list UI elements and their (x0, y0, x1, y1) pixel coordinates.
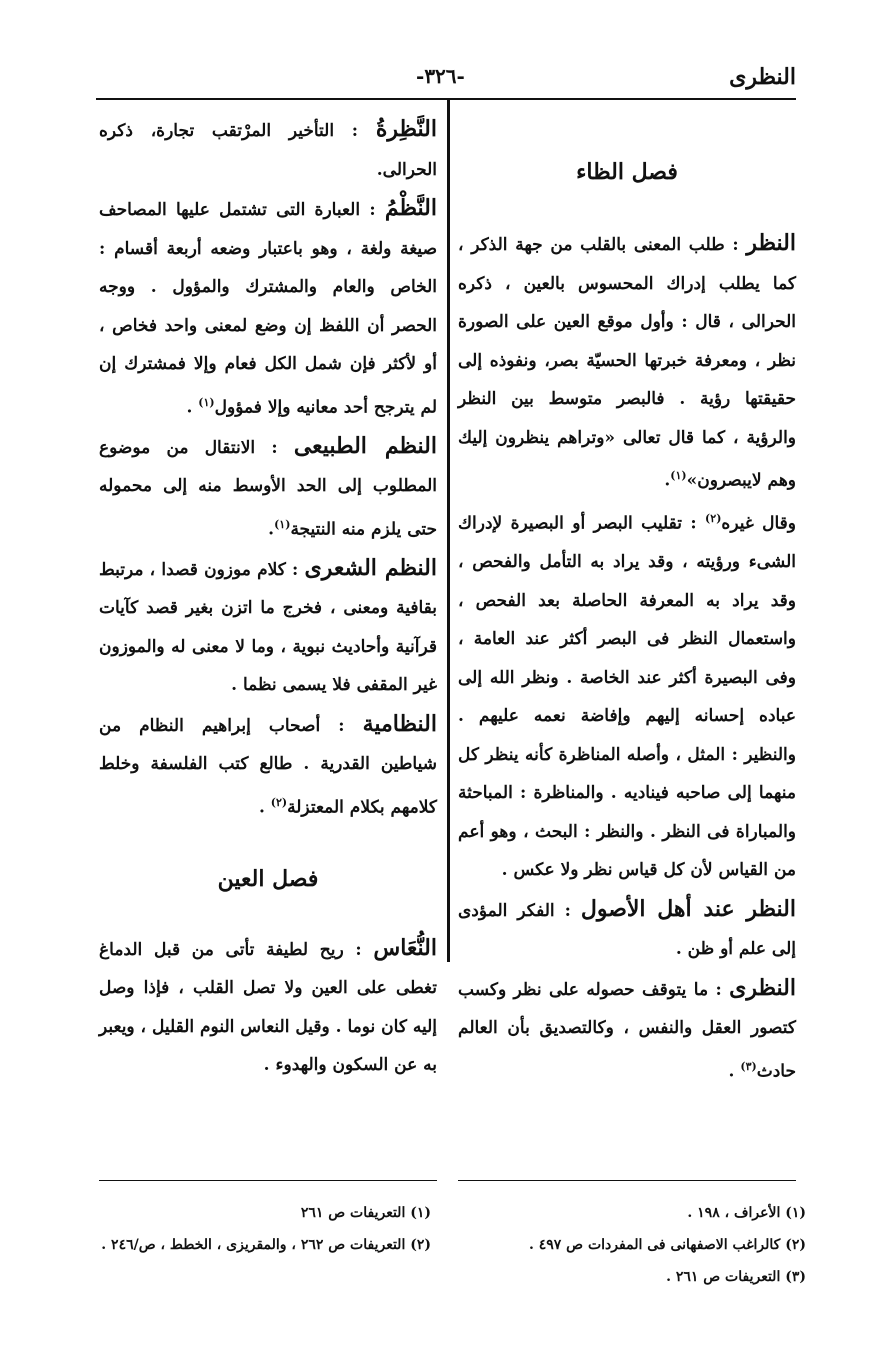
entry-tail: . (268, 519, 275, 540)
entry-head: النظرى (729, 974, 796, 1001)
entry-tail: . (258, 797, 271, 818)
entry-nazm-tabii (99, 427, 437, 549)
footnotes-left (91, 1197, 431, 1261)
entry-nazari (458, 969, 796, 1091)
footnote-ref: (٢) (705, 512, 722, 526)
section-title-ayn: فصل العين (217, 865, 319, 892)
entry-text: : التأخير المرْتقب تجارة، ذكره الحرالى. (99, 121, 437, 180)
footnote-ref: (١) (670, 469, 687, 482)
footnote-ref: (١) (198, 395, 215, 409)
right-column (458, 110, 796, 1110)
entry-tail: . (728, 1061, 741, 1082)
left-column (99, 110, 437, 1210)
entry-head: النُّعَاس (373, 934, 437, 961)
footnote: (٢) التعريفات ص ٢٦٢ ، والمقريزى ، الخطط ، ص/٢٤٦ . (101, 1237, 431, 1253)
footnotes-right (456, 1197, 806, 1293)
entry-text: : كلام موزون قصدا ، مرتبط بقافية ومعنى ، فخرج ما اتزن بغير قصد كآيات قرآنية وأحاديث نبوية ، وما لا معنى له والموزون غير المقفى فلا يسمى نظما . (99, 559, 437, 696)
header-rule (96, 98, 796, 100)
entry-nazar-continued (458, 500, 796, 890)
entry-nuas (99, 929, 437, 1085)
entry-nazar: النظر : طلب المعنى بالقلب من جهة الذكر ، كما يطلب إدراك المحسوس بالعين ، ذكره الحرالى ، قال : وأول موقع العين على الصورة نظر ، ومعرفة خبرتها الحسيّة بصر، ونفوذه إلى حقيقتها رؤية . فالبصر متوسط بين النظر والرؤية ، كما قال تعالى «وتراهم ينظرون إليك وهم لايبصرون»$^{(١)}$. (458, 230, 796, 491)
entry-text: : العبارة التى تشتمل عليها المصاحف صيغة ولغة ، وهو باعتبار وضعه أربعة أقسام : الخاص والعام والمشترك والمؤول . ووجه الحصر أن اللفظ إن وضع لمعنى واحد فخاص ، أو لأكثر فإن شمل الكل فعام وإلا فمشترك إن لم يترجح أحد معانيه وإلا فمؤول (99, 200, 437, 418)
entry-nazira (99, 110, 437, 189)
running-head (96, 64, 796, 98)
page-number: -٣٢٦- (416, 64, 465, 88)
entry-text: : أصحاب إبراهيم النظام من شياطين القدرية . طالع كتب الفلسفة وخلط كلامهم بكلام المعتزلة (99, 715, 437, 818)
footnote: (١) الأعراف ، ١٩٨ . (687, 1205, 806, 1221)
entry-nazm-shiri (99, 549, 437, 705)
entry-text: : طلب المعنى بالقلب من جهة الذكر ، كما يطلب إدراك المحسوس بالعين ، ذكره الحرالى ، قال : وأول موقع العين على الصورة نظر ، ومعرفة خبرتها الحسيّة بصر، ونفوذه إلى حقيقتها رؤية . فالبصر متوسط بين النظر والرؤية ، كما قال تعالى «وتراهم ينظرون إليك وهم لايبصرون» (458, 235, 796, 491)
entry-tail: . (186, 397, 199, 418)
entry-head: النظر (746, 230, 796, 256)
entry-head: النظم الشعرى (304, 554, 437, 581)
footnote-ref: (٢) (270, 795, 288, 809)
footnote: (٣) التعريفات ص ٢٦١ . (666, 1269, 806, 1285)
entry-nizamiya (99, 705, 437, 827)
entry-text: : الانتقال من موضوع المطلوب إلى الحد الأوسط منه إلى محموله حتى يلزم منه النتيجة (99, 437, 437, 540)
entry-text: : ما يتوقف حصوله على نظر وكسب كتصور العقل والنفس ، وكالتصديق بأن العالم حادث (458, 979, 796, 1082)
footnote-ref: (١) (274, 517, 291, 531)
entry-head: النظم الطبيعى (293, 432, 437, 459)
entry-nazar-usul (458, 890, 796, 969)
footnote-rule-left (99, 1180, 437, 1181)
entry-nazm (99, 189, 437, 427)
entry-head: النظامية (362, 710, 437, 737)
running-head-title: النظرى (729, 64, 796, 90)
footnote: (٢) كالراغب الاصفهانى فى المفردات ص ٤٩٧ . (529, 1237, 806, 1253)
entry-head: النظر عند أهل الأصول (580, 895, 796, 922)
footnote-rule-right (458, 1180, 796, 1181)
footnote-ref: (٣) (740, 1059, 757, 1073)
entry-text: : الفكر المؤدى إلى علم أو ظن . (458, 900, 796, 960)
entry-head: النَّظِرةُ (375, 116, 437, 142)
footnote: (١) التعريفات ص ٢٦١ (300, 1205, 431, 1221)
entry-text: : تقليب البصر أو البصيرة لإدراك الشىء ورؤيته ، وقد يراد به التأمل والفحص ، وقد يراد به المعرفة الحاصلة بعد الفحص ، واستعمال النظر فى البصر أكثر عند العامة ، وفى البصيرة أكثر عند الخاصة . ونظر الله إلى عباده إحسانه إليهم وإفاضة نعمه عليهم . والنظير : المثل ، وأصله المناظرة كأنه ينظر كل منهما إلى صاحبه فيناديه . والمناظرة : المباحثة والمباراة فى النظر . والنظر : البحث ، وهو أعم من القياس لأن كل قياس نظر ولا عكس . (458, 513, 796, 881)
entry-text: وقال غيره (721, 513, 796, 534)
entry-text: : ريح لطيفة تأتى من قبل الدماغ تغطى على العين ولا تصل القلب ، فإذا وصل إليه كان نوما . وقيل النعاس النوم القليل ، ويعبر به عن السكون والهدوء . (98, 939, 437, 1076)
column-divider (447, 100, 450, 962)
entry-head: النَّظْمُ (384, 195, 437, 221)
section-title-zaa: فصل الظاء (576, 159, 678, 185)
